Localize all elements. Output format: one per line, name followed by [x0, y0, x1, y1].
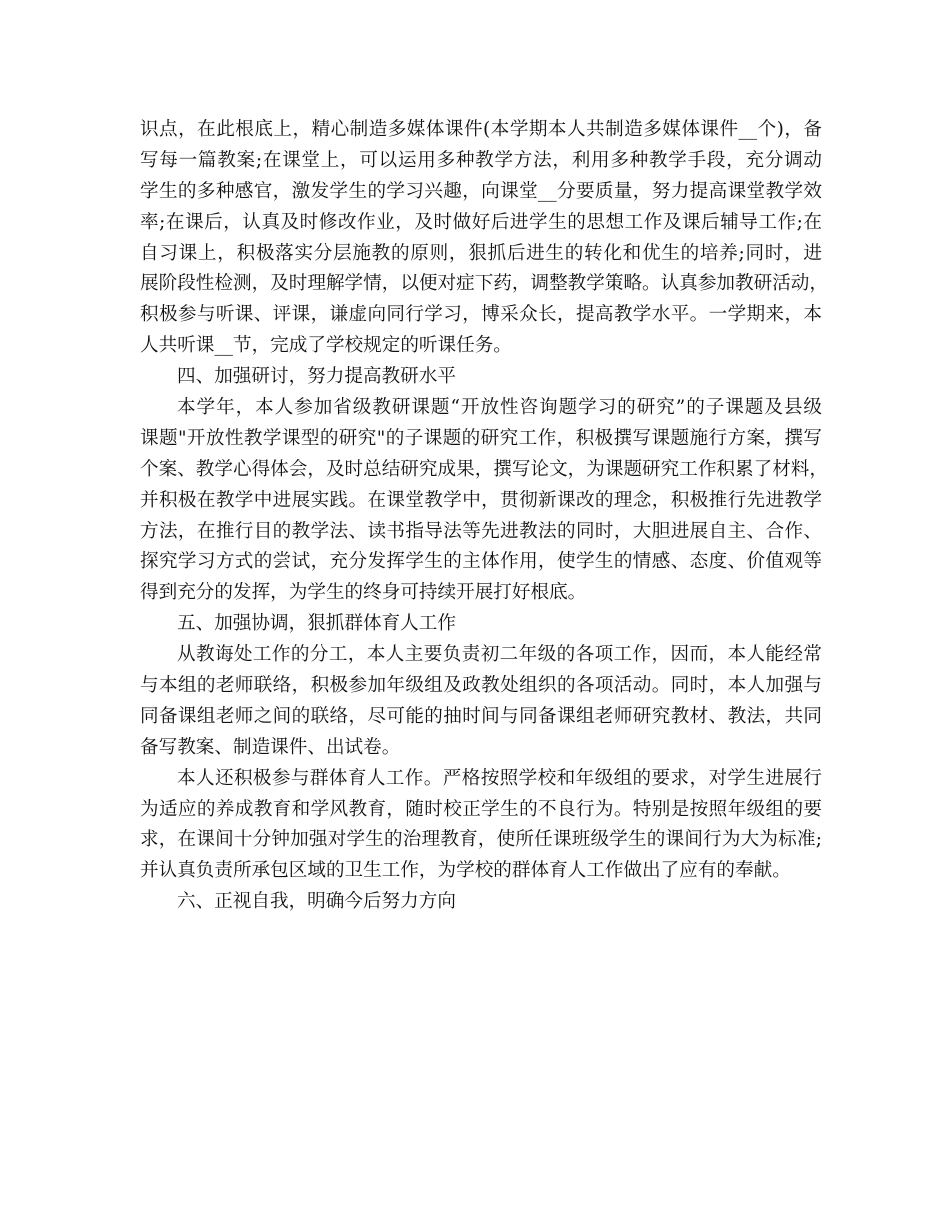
- text-line: 五、加强协调，狠抓群体育人工作: [177, 613, 456, 635]
- text-line: 个案、教学心得体会，及时总结研究成果，撰写论文，为课题研究工作积累了材料，: [140, 458, 828, 480]
- text-line: 人共听课__节，完成了学校规定的听课任务。: [140, 335, 512, 357]
- document-body: [140, 115, 828, 918]
- text-line: 六、正视自我，明确今后努力方向: [177, 891, 456, 913]
- text-line: 探究学习方式的尝试，充分发挥学生的主体作用，使学生的情感、态度、价值观等: [140, 551, 822, 573]
- text-line: 同备课组老师之间的联络，尽可能的抽时间与同备课组老师研究教材、教法，共同: [140, 705, 822, 727]
- text-line: 四、加强研讨，努力提高教研水平: [177, 366, 456, 388]
- text-line: 求，在课间十分钟加强对学生的治理教育，使所任课班级学生的课间行为大为标准;: [140, 829, 822, 851]
- text-line: 积极参与听课、评课，谦虚向同行学习，博采众长，提高教学水平。一学期来，本: [140, 304, 822, 326]
- text-line: 率;在课后，认真及时修改作业，及时做好后进学生的思想工作及课后辅导工作;在: [140, 211, 822, 233]
- text-line: 并认真负责所承包区域的卫生工作，为学校的群体育人工作做出了应有的奉献。: [140, 860, 791, 882]
- text-line: 与本组的老师联络，积极参加年级组及政教处组织的各项活动。同时，本人加强与: [140, 675, 822, 697]
- text-line: 自习课上，积极落实分层施教的原则，狠抓后进生的转化和优生的培养;同时，进: [140, 242, 822, 264]
- text-line: 识点，在此根底上，精心制造多媒体课件(本学期本人共制造多媒体课件__个)，备: [140, 119, 822, 140]
- text-line: 课题"开放性教学课型的研究"的子课题的研究工作，积极撰写课题施行方案，撰写: [140, 427, 822, 449]
- text-line: 为适应的养成教育和学风教育，随时校正学生的不良行为。特别是按照年级组的要: [140, 798, 822, 820]
- text-line: 备写教案、制造课件、出试卷。: [140, 736, 401, 758]
- text-line: 方法，在推行目的教学法、读书指导法等先进教法的同时，大胆进展自主、合作、: [140, 520, 822, 542]
- text-line: 展阶段性检测，及时理解学情，以便对症下药，调整教学策略。认真参加教研活动，: [140, 273, 828, 295]
- text-line: 学生的多种感官，激发学生的学习兴趣，向课堂__分要质量，努力提高课堂教学效: [140, 180, 822, 202]
- text-line: 写每一篇教案;在课堂上，可以运用多种教学方法，利用多种教学手段，充分调动: [140, 149, 822, 171]
- text-line: 并积极在教学中进展实践。在课堂教学中，贯彻新课改的理念，积极推行先进教学: [140, 489, 822, 511]
- text-line: 从教诲处工作的分工，本人主要负责初二年级的各项工作，因而，本人能经常: [177, 644, 822, 666]
- text-line: 本学年，本人参加省级教研课题“开放性咨询题学习的研究”的子课题及县级: [177, 397, 822, 419]
- text-line: 本人还积极参与群体育人工作。严格按照学校和年级组的要求，对学生进展行: [177, 767, 822, 789]
- text-line: 得到充分的发挥，为学生的终身可持续开展打好根底。: [140, 582, 587, 604]
